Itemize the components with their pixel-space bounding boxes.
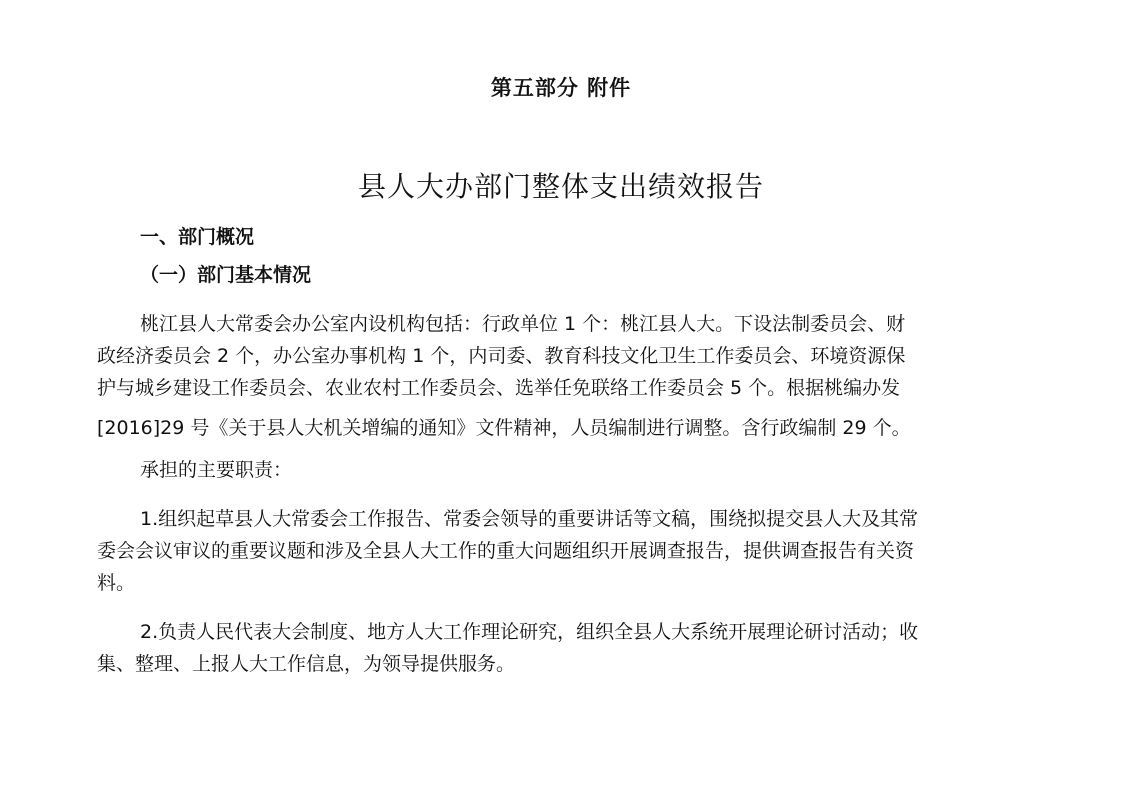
duty-1-line-3: 料。 — [97, 572, 136, 594]
intro-line-4: [2016]29 号《关于县人大机关增编的通知》文件精神，人员编制进行调整。含行政编制 29 个。 — [97, 417, 911, 439]
duty-1-line-2: 委会会议审议的重要议题和涉及全县人大工作的重大问题组织开展调查报告，提供调查报告有关资 — [97, 540, 915, 562]
duty-1-line-1: 1.组织起草县人大常委会工作报告、常委会领导的重要讲话等文稿，围绕拟提交县人大及其常 — [140, 508, 919, 530]
subsection-heading-basic-info: （一）部门基本情况 — [140, 264, 312, 286]
intro-line-1: 桃江县人大常委会办公室内设机构包括：行政单位 1 个：桃江县人大。下设法制委员会、财 — [140, 313, 906, 335]
intro-line-2: 政经济委员会 2 个，办公室办事机构 1 个，内司委、教育科技文化卫生工作委员会、环境资源保 — [97, 345, 906, 367]
part-title: 第五部分 附件 — [490, 76, 632, 100]
duty-2-line-1: 2.负责人民代表大会制度、地方人大工作理论研究，组织全县人大系统开展理论研讨活动；收 — [140, 621, 919, 643]
duty-2-line-2: 集、整理、上报人大工作信息，为领导提供服务。 — [97, 653, 516, 675]
duties-label: 承担的主要职责： — [140, 459, 293, 481]
report-title: 县人大办部门整体支出绩效报告 — [357, 170, 764, 203]
section-heading-department-overview: 一、部门概况 — [140, 226, 255, 248]
intro-line-3: 护与城乡建设工作委员会、农业农村工作委员会、选举任免联络工作委员会 5 个。根据桃编办发 — [97, 377, 901, 399]
